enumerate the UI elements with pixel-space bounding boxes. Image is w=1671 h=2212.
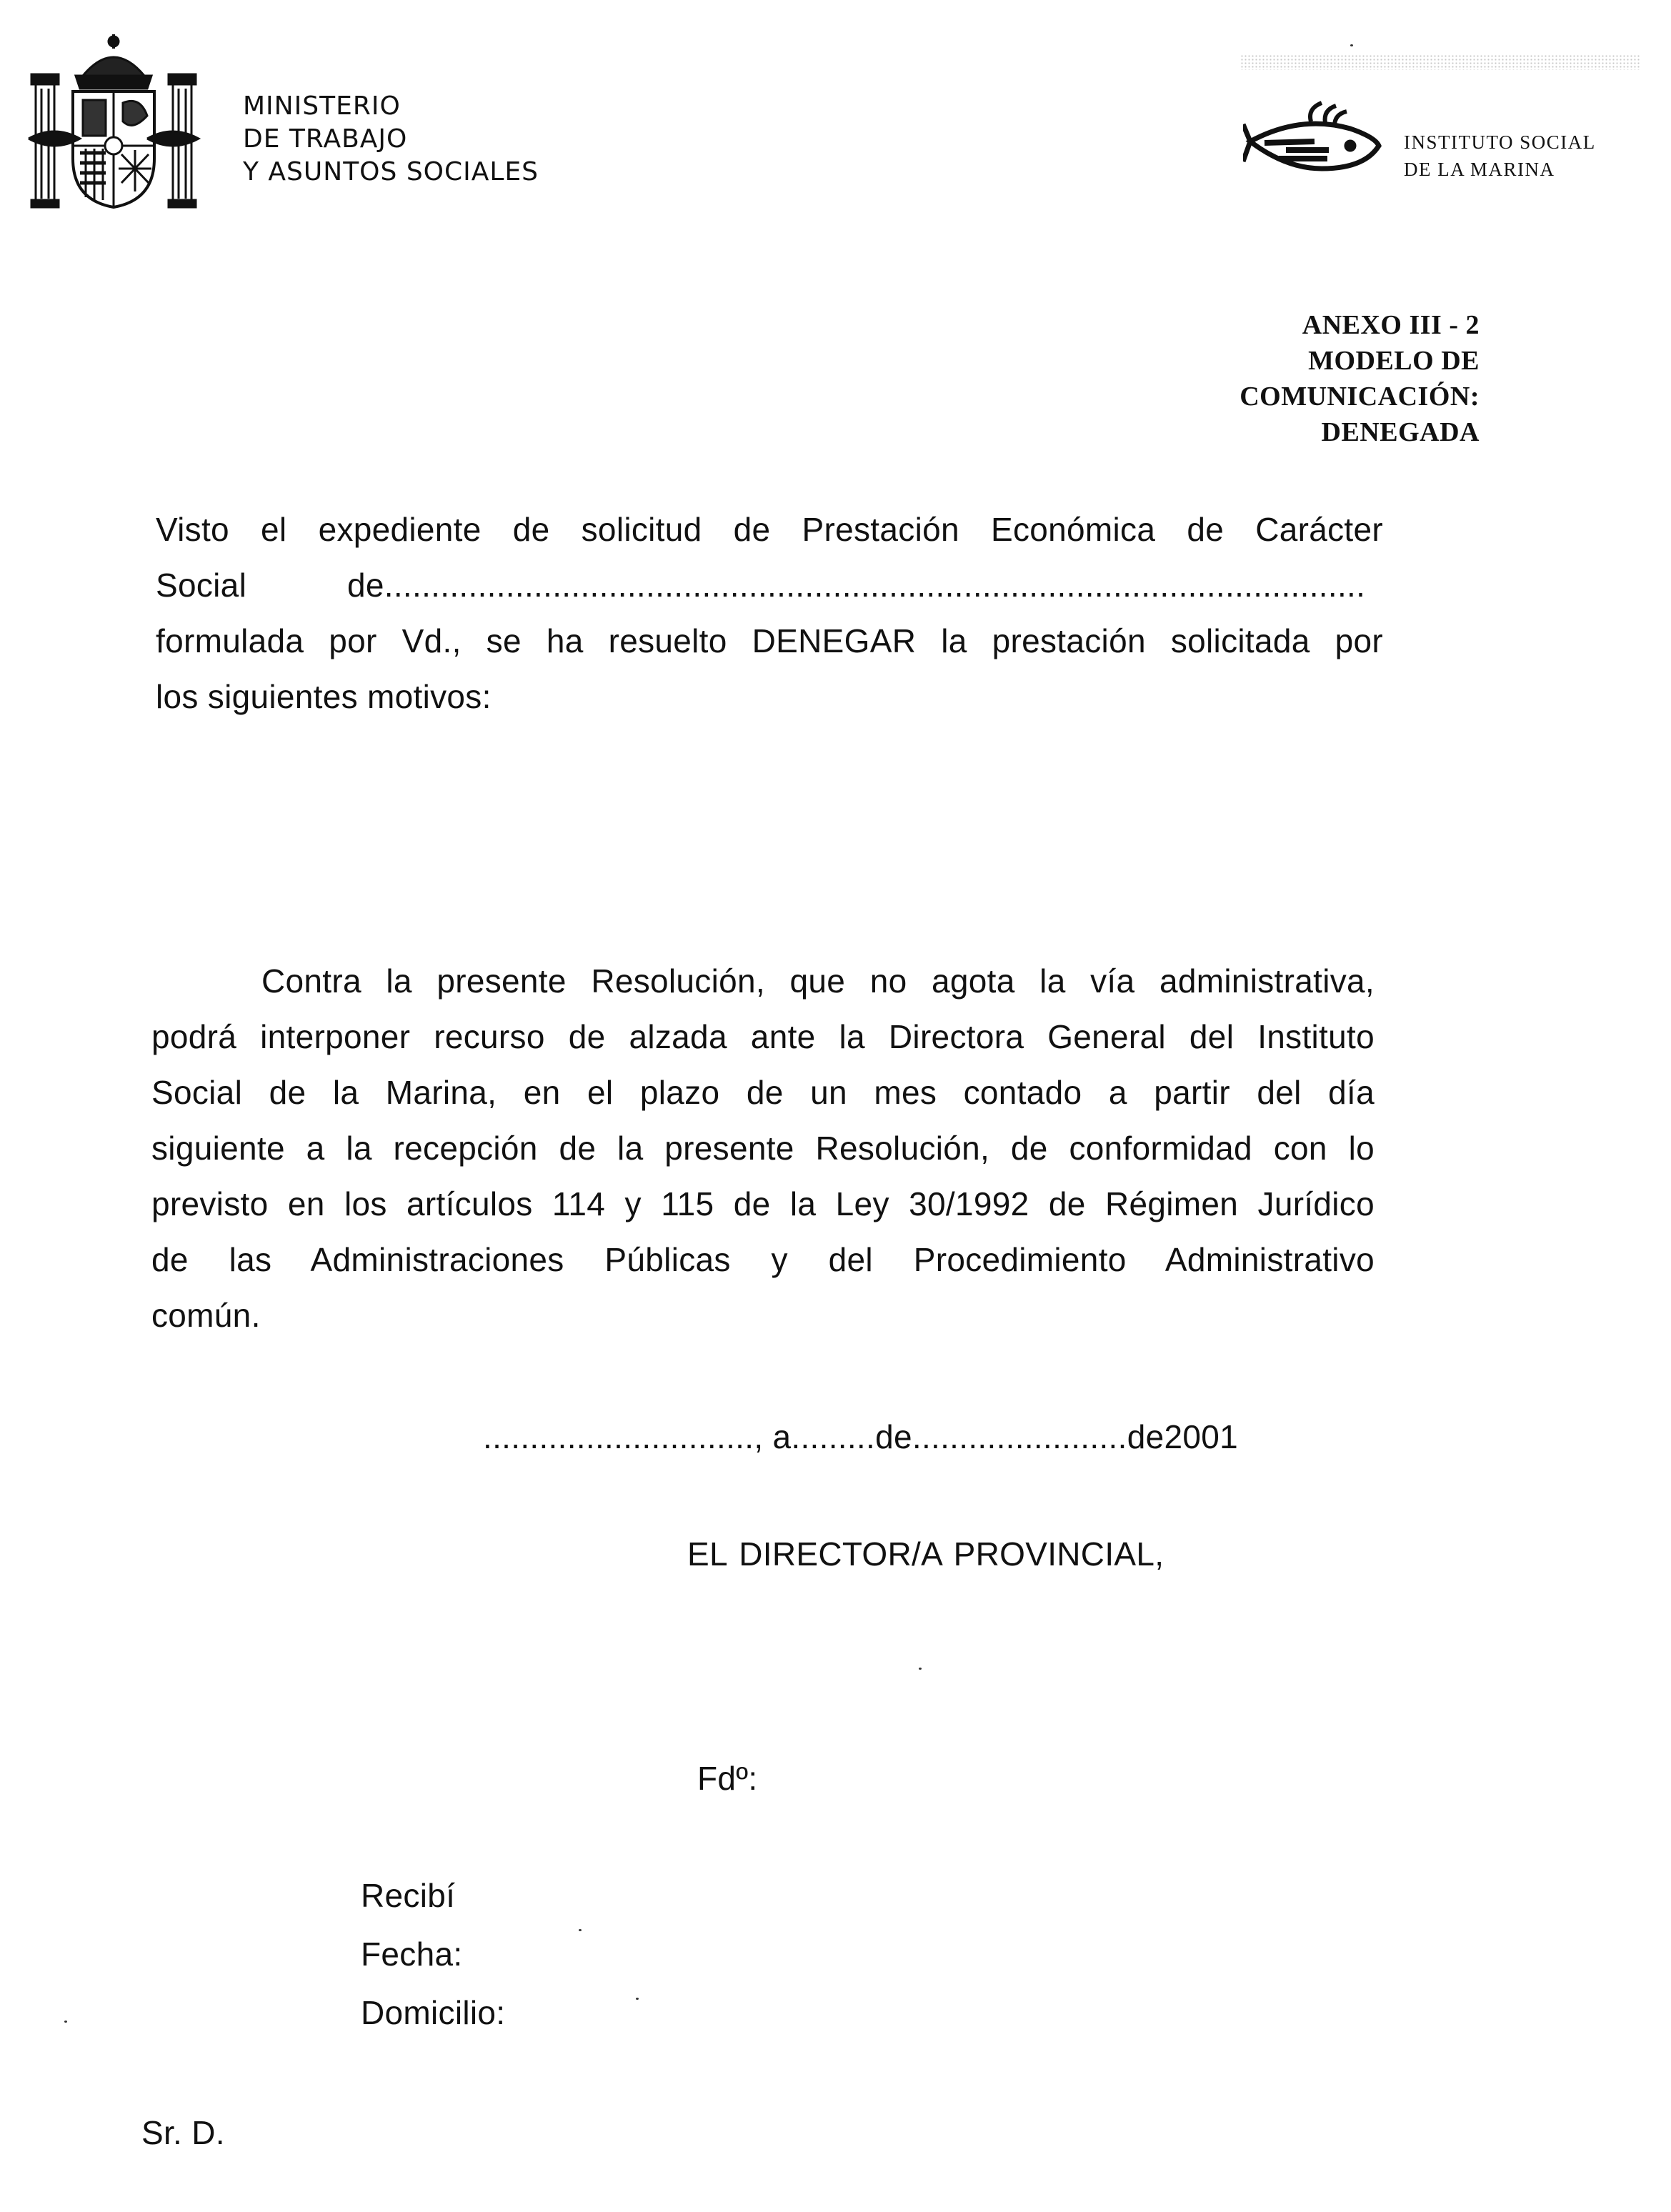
director-signature-title: EL DIRECTOR/A PROVINCIAL, — [687, 1535, 1164, 1573]
ministry-line-2: DE TRABAJO — [243, 124, 408, 154]
paragraph-line: Social de la Marina, en el plazo de un mes contado a partir del día — [151, 1074, 1375, 1111]
ministry-name — [243, 90, 539, 189]
appeal-paragraph — [151, 953, 1375, 1343]
address-label: Domicilio: — [361, 1994, 506, 2031]
paragraph-line: previsto en los artículos 114 y 115 de la Ley 30/1992 de Régimen Jurídico — [151, 1185, 1375, 1222]
ministry-line-1: MINISTERIO — [243, 91, 401, 121]
signed-label: Fdº: — [697, 1760, 758, 1797]
paragraph-line: de las Administraciones Públicas y del Procedimiento Administrativo — [151, 1241, 1375, 1278]
received-label: Recibí — [361, 1877, 456, 1914]
annex-line-4: DENEGADA — [1321, 417, 1480, 447]
date-label: Fecha: — [361, 1936, 463, 1973]
annex-heading — [1239, 307, 1480, 450]
spain-coat-of-arms-icon — [26, 31, 201, 210]
addressee-label: Sr. D. — [141, 2114, 225, 2151]
date-line: ............................., a.........de.......................de2001 — [483, 1418, 1239, 1455]
receipt-block — [361, 1868, 505, 2043]
scan-speck — [579, 1929, 582, 1931]
paragraph-line: Visto el expediente de solicitud de Prestación Económica de Carácter — [156, 511, 1383, 548]
ism-fish-logo-icon — [1243, 100, 1386, 186]
social-label: Social — [156, 567, 247, 604]
scan-speck — [636, 1998, 639, 2000]
annex-line-1: ANEXO III - 2 — [1302, 310, 1480, 340]
scan-speck — [64, 2021, 67, 2023]
paragraph-line: formulada por Vd., se ha resuelto DENEGAR la prestación solicitada por — [156, 622, 1383, 659]
institute-name — [1404, 129, 1596, 183]
paragraph-line: los siguientes motivos: — [156, 678, 492, 715]
annex-line-3: COMUNICACIÓN: — [1239, 382, 1480, 412]
paragraph-line: común. — [151, 1297, 261, 1334]
paragraph-line: Contra la presente Resolución, que no agota la vía administrativa, — [261, 962, 1375, 1000]
scan-speck — [919, 1668, 922, 1670]
paragraph-line: siguiente a la recepción de la presente Resolución, de conformidad con lo — [151, 1130, 1375, 1167]
annex-line-2: MODELO DE — [1308, 346, 1480, 376]
scan-speck — [1350, 44, 1353, 46]
benefit-type-line — [156, 557, 1383, 613]
benefit-type-blank: de......................................................................................................... — [347, 567, 1366, 604]
ministry-line-3: Y ASUNTOS SOCIALES — [243, 157, 539, 186]
denial-paragraph — [156, 502, 1383, 724]
institute-line-1: INSTITUTO SOCIAL — [1404, 131, 1596, 153]
scan-noise-band — [1240, 54, 1640, 70]
paragraph-line: podrá interponer recurso de alzada ante la Directora General del Instituto — [151, 1018, 1375, 1055]
institute-line-2: DE LA MARINA — [1404, 159, 1555, 180]
